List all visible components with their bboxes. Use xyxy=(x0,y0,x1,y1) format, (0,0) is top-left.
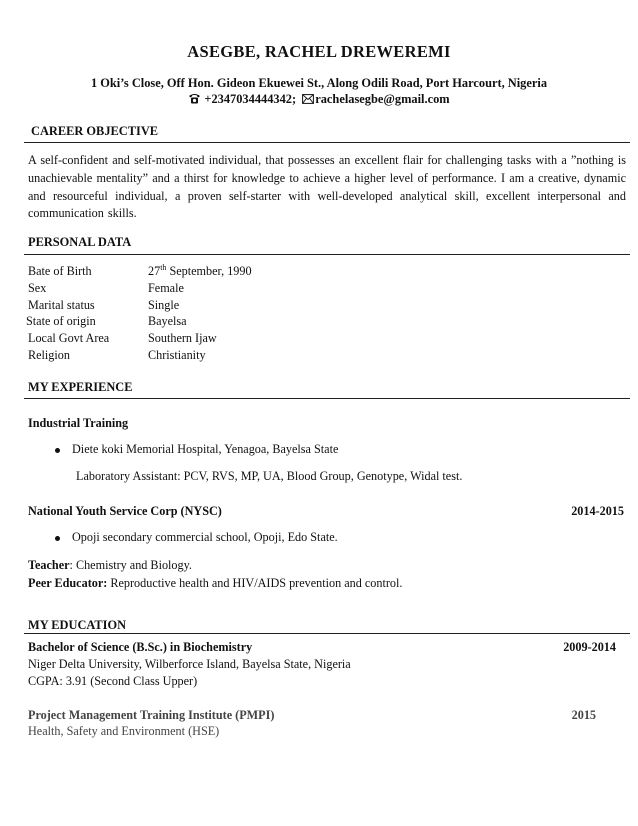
nysc-years: 2014-2015 xyxy=(571,504,624,518)
religion-label: Religion xyxy=(28,348,70,362)
peer-educator-line: Peer Educator: Reproductive health and HIV/AIDS prevention and control. xyxy=(28,576,403,590)
sex-value: Female xyxy=(148,281,184,295)
section-divider xyxy=(24,633,630,634)
nysc-place: Opoji secondary commercial school, Opoji, Edo State. xyxy=(72,530,338,544)
pmpi-title: Project Management Training Institute (PMPI) xyxy=(28,708,275,722)
personal-row-lga xyxy=(28,331,428,348)
state-label: State of origin xyxy=(26,314,96,328)
industrial-training-place: Diete koki Memorial Hospital, Yenagoa, Bayelsa State xyxy=(72,442,339,456)
personal-row-state xyxy=(26,314,426,331)
bsc-cgpa: CGPA: 3.91 (Second Class Upper) xyxy=(28,674,198,688)
telephone-icon xyxy=(188,93,201,108)
pmpi-years: 2015 xyxy=(571,708,596,722)
dob-value: 27th September, 1990 xyxy=(148,263,252,278)
dob-label: Bate of Birth xyxy=(28,264,92,278)
marital-value: Single xyxy=(148,298,180,312)
sex-label: Sex xyxy=(28,281,47,295)
personal-data-heading: PERSONAL DATA xyxy=(28,235,132,249)
envelope-icon xyxy=(302,93,314,108)
lga-label: Local Govt Area xyxy=(28,331,110,345)
state-value: Bayelsa xyxy=(148,314,187,328)
section-divider xyxy=(24,142,630,143)
personal-row-religion xyxy=(28,348,428,365)
email-address: rachelasegbe@gmail.com xyxy=(315,92,450,106)
experience-heading: MY EXPERIENCE xyxy=(28,380,133,394)
nysc-title: National Youth Service Corp (NYSC) xyxy=(28,504,222,518)
bullet-icon xyxy=(55,536,60,541)
address-line: 1 Oki’s Close, Off Hon. Gideon Ekuewei St., Along Odili Road, Port Harcourt, Nigeria xyxy=(90,76,548,90)
industrial-training-title: Industrial Training xyxy=(28,416,129,430)
bsc-years: 2009-2014 xyxy=(563,640,616,654)
religion-value: Christianity xyxy=(148,348,206,362)
teacher-line: Teacher: Chemistry and Biology. xyxy=(28,558,192,572)
resume-name: ASEGBE, RACHEL DREWEREMI xyxy=(187,42,451,61)
personal-row-dob xyxy=(28,264,428,281)
personal-row-marital xyxy=(28,298,428,315)
pmpi-course: Health, Safety and Environment (HSE) xyxy=(28,724,220,738)
bsc-school: Niger Delta University, Wilberforce Island, Bayelsa State, Nigeria xyxy=(28,657,351,671)
section-divider xyxy=(24,254,630,255)
phone-number: +2347034444342; xyxy=(204,92,297,106)
personal-row-sex xyxy=(28,281,428,298)
section-divider xyxy=(24,398,630,399)
marital-label: Marital status xyxy=(28,298,95,312)
education-heading: MY EDUCATION xyxy=(28,618,127,632)
bsc-title: Bachelor of Science (B.Sc.) in Biochemistry xyxy=(28,640,253,654)
industrial-training-detail: Laboratory Assistant: PCV, RVS, MP, UA, Blood Group, Genotype, Widal test. xyxy=(76,469,463,483)
contact-line xyxy=(0,92,638,108)
career-objective-heading: CAREER OBJECTIVE xyxy=(31,124,159,138)
career-objective-text: A self-confident and self-motivated individual, that possesses an excellent flair for challenging tasks with a ”nothing is unachievable mentality” and a thirst for knowledge to achieve a higher level of performance. I am a creative, dynamic and resourceful individual, a proven self-starter with well-developed analytical skill, excellent interpersonal and communication skills. xyxy=(28,153,626,221)
lga-value: Southern Ijaw xyxy=(148,331,217,345)
bullet-icon xyxy=(55,448,60,453)
